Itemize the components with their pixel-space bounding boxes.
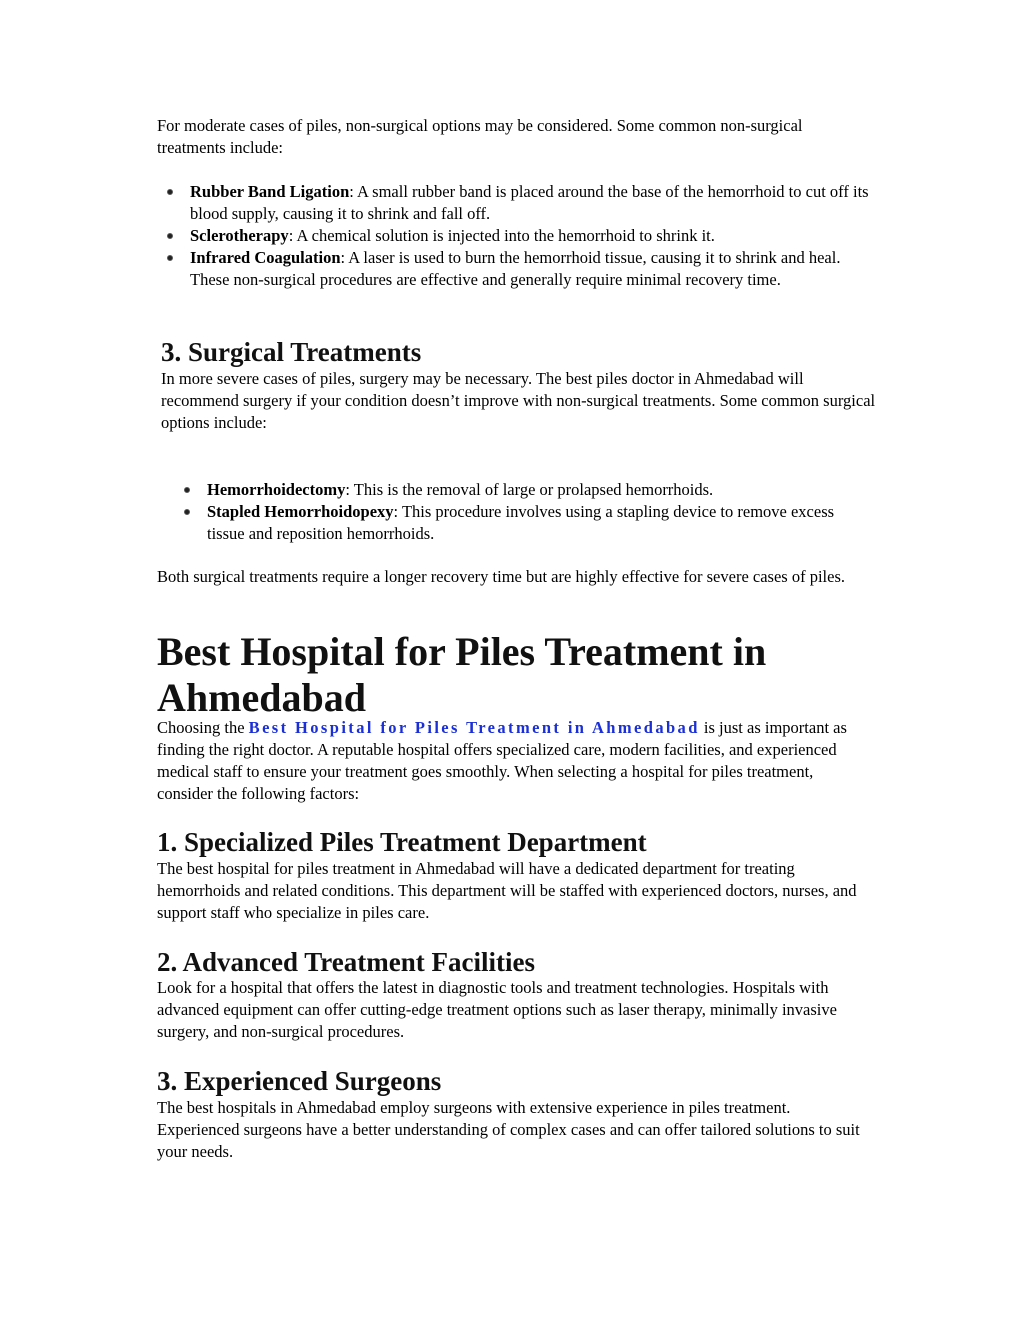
list-item bbox=[207, 501, 847, 545]
intro-paragraph: For moderate cases of piles, non-surgical options may be considered. Some common non-surgical treatments include: bbox=[157, 116, 803, 157]
factor-heading: 1. Specialized Piles Treatment Department bbox=[157, 827, 647, 857]
factor-paragraph: The best hospitals in Ahmedabad employ surgeons with extensive experience in piles treatment. Experienced surgeons have a better understanding of complex cases and can offer tailored solutions to suit your needs. bbox=[157, 1098, 860, 1161]
section-paragraph: In more severe cases of piles, surgery may be necessary. The best piles doctor in Ahmedabad will recommend surgery if your condition doesn’t improve with non-surgical treatments. Some common surgical options include: bbox=[161, 369, 876, 432]
list-item-desc: : This procedure involves using a stapling device to remove excess tissue and reposition hemorrhoids. bbox=[207, 502, 835, 543]
bullet-icon bbox=[167, 189, 173, 195]
list-item-desc: : A small rubber band is placed around the base of the hemorrhoid to cut off its blood supply, causing it to shrink and fall off. bbox=[190, 182, 869, 223]
closing-paragraph: Both surgical treatments require a longer recovery time but are highly effective for severe cases of piles. bbox=[157, 567, 845, 586]
list-item-term: Sclerotherapy bbox=[190, 226, 289, 245]
hospital-link[interactable]: Best Hospital for Piles Treatment in Ahmedabad bbox=[248, 718, 700, 737]
text-before-link: Choosing the bbox=[157, 718, 249, 737]
list-item-note: These non-surgical procedures are effective and generally require minimal recovery time. bbox=[190, 270, 781, 289]
page-title: Best Hospital for Piles Treatment in Ahmedabad bbox=[157, 629, 767, 720]
bullet-icon bbox=[167, 233, 173, 239]
surgical-list bbox=[207, 479, 847, 545]
list-item-term: Stapled Hemorrhoidopexy bbox=[207, 502, 394, 521]
list-item bbox=[190, 181, 880, 225]
factor-paragraph: Look for a hospital that offers the latest in diagnostic tools and treatment technologies. Hospitals with advanced equipment can offer cutting-edge treatment options such as laser therapy, minimally invasive surgery, and non-surgical procedures. bbox=[157, 978, 837, 1041]
list-item-term: Hemorrhoidectomy bbox=[207, 480, 346, 499]
bullet-icon bbox=[184, 509, 190, 515]
nonsurgical-list bbox=[190, 181, 880, 291]
list-item-desc: : This is the removal of large or prolapsed hemorrhoids. bbox=[345, 480, 714, 499]
list-item bbox=[190, 247, 880, 269]
list-item-term: Rubber Band Ligation bbox=[190, 182, 350, 201]
section-heading: 3. Surgical Treatments bbox=[161, 337, 422, 367]
text-after-link: is just as important as finding the right doctor. A reputable hospital offers specialized care, modern facilities, and experienced medical staff to ensure your treatment goes smoothly. When selecting a hospital for piles treatment, consider the following factors: bbox=[157, 718, 847, 803]
factor-heading: 2. Advanced Treatment Facilities bbox=[157, 947, 535, 977]
list-item bbox=[207, 479, 847, 501]
bullet-icon bbox=[184, 487, 190, 493]
hospital-paragraph bbox=[157, 717, 847, 805]
bullet-icon bbox=[167, 255, 173, 261]
list-item bbox=[190, 225, 880, 247]
factor-heading: 3. Experienced Surgeons bbox=[157, 1066, 442, 1096]
list-item-desc: : A chemical solution is injected into the hemorrhoid to shrink it. bbox=[288, 226, 715, 245]
list-item-desc: : A laser is used to burn the hemorrhoid tissue, causing it to shrink and heal. bbox=[340, 248, 841, 267]
list-item-term: Infrared Coagulation bbox=[190, 248, 341, 267]
factor-paragraph: The best hospital for piles treatment in Ahmedabad will have a dedicated department for treating hemorrhoids and related conditions. This department will be staffed with experienced doctors, nurses, and support staff who specialize in piles care. bbox=[157, 859, 857, 922]
